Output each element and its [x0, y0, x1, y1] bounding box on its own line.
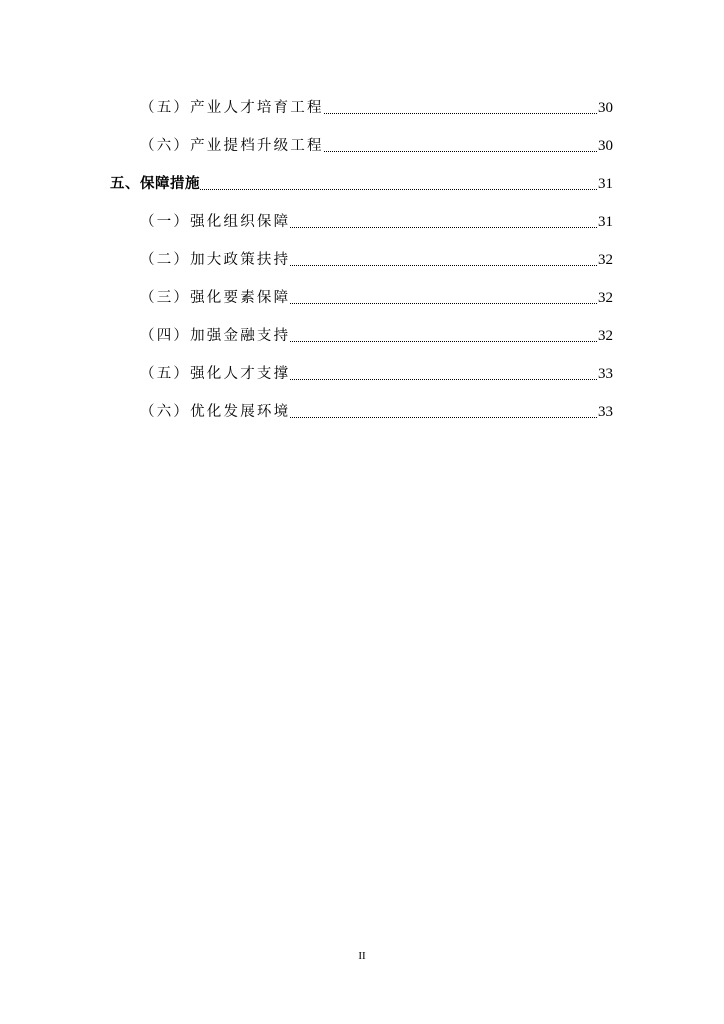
toc-dot-leader: [290, 402, 597, 422]
toc-dot-leader: [324, 98, 597, 118]
toc-entry-label: （六）产业提档升级工程: [140, 138, 324, 154]
toc-entry-label: （五）产业人才培育工程: [140, 100, 324, 116]
toc-entry-page: 32: [598, 328, 613, 344]
toc-dot-leader: [200, 174, 597, 194]
toc-dot-leader: [290, 288, 597, 308]
toc-section-label: 五、保障措施: [110, 176, 200, 192]
toc-entry[interactable]: [140, 94, 613, 118]
toc-entry-label: （二）加大政策扶持: [140, 252, 291, 268]
toc-dot-leader: [290, 212, 597, 232]
toc-entry-label: （五）强化人才支撑: [140, 366, 291, 382]
toc-entry-page: 31: [598, 214, 613, 230]
toc-entry-page: 31: [598, 176, 613, 192]
toc-entry-label: （四）加强金融支持: [140, 328, 291, 344]
toc-entry-page: 32: [598, 252, 613, 268]
toc-entry[interactable]: [140, 284, 613, 308]
toc-dot-leader: [290, 250, 597, 270]
page-number: II: [358, 950, 366, 962]
toc-entry[interactable]: [140, 132, 613, 156]
toc-entry-page: 30: [598, 138, 613, 154]
toc-entry-page: 32: [598, 290, 613, 306]
toc-dot-leader: [290, 326, 597, 346]
toc-dot-leader: [324, 136, 597, 156]
toc-section-entry[interactable]: [110, 170, 613, 194]
toc-entry-label: （六）优化发展环境: [140, 404, 291, 420]
toc-entry-page: 33: [598, 404, 613, 420]
toc-entry-page: 33: [598, 366, 613, 382]
toc-dot-leader: [290, 364, 597, 384]
toc-entry[interactable]: [140, 322, 613, 346]
toc-entry[interactable]: [140, 360, 613, 384]
toc-entry-label: （三）强化要素保障: [140, 290, 291, 306]
toc-entry[interactable]: [140, 398, 613, 422]
toc-entry[interactable]: [140, 246, 613, 270]
toc-entry-label: （一）强化组织保障: [140, 214, 291, 230]
toc-entry[interactable]: [140, 208, 613, 232]
toc-entry-page: 30: [598, 100, 613, 116]
table-of-contents: [0, 0, 724, 440]
